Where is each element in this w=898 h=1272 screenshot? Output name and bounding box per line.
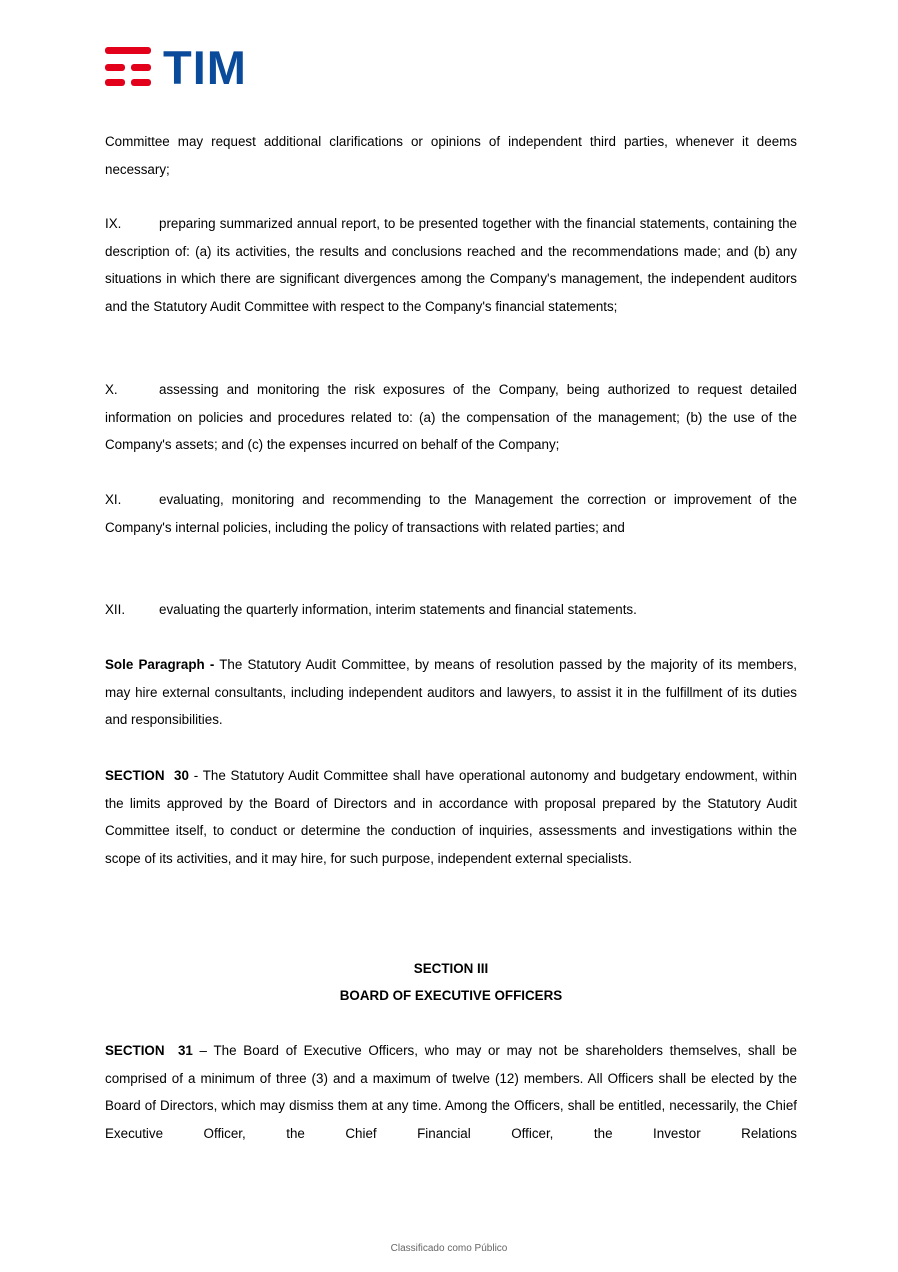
item-text: preparing summarized annual report, to be presented together with the financial statements, containing the description of: (a) its activities, the results and conclusions reached and the recommendations made; and (b) any situations in which there are significant divergences among the Company's management, the independent auditors and the Statutory Audit Committee with respect to the Company's financial statements; <box>105 216 797 314</box>
item-number: X. <box>105 382 118 397</box>
logo-bar <box>105 64 125 71</box>
section-30-text: - The Statutory Audit Committee shall have operational autonomy and budgetary endowment, within the limits approved by the Board of Directors and in accordance with proposal prepared by the Statutory Audit Committee itself, to conduct or determine the conduction of inquiries, assessments and investigations within the scope of its activities, and it may hire, for such purpose, independent external specialists. <box>105 768 797 866</box>
section-30 <box>105 762 797 872</box>
section-31-text: – The Board of Executive Officers, who may or may not be shareholders themselves, shall be comprised of a minimum of three (3) and a maximum of twelve (12) members. All Officers shall be elected by the Board of Directors, which may dismiss them at any time. Among the Officers, shall be entitled, necessarily, the Chief Executive Officer, the Chief Financial Officer, the Investor Relations <box>105 1043 797 1141</box>
item-text: evaluating the quarterly information, interim statements and financial statements. <box>159 602 637 617</box>
section-31 <box>105 1037 797 1147</box>
tim-logo <box>105 41 255 94</box>
paragraph-continuation: Committee may request additional clarifications or opinions of independent third parties, whenever it deems necessary; <box>105 134 797 177</box>
section-heading: SECTION III <box>413 961 489 976</box>
section-subheading: BOARD OF EXECUTIVE OFFICERS <box>339 988 563 1003</box>
sole-paragraph-label: Sole Paragraph - <box>105 657 215 672</box>
logo-bar <box>131 64 151 71</box>
list-item-x <box>105 376 797 459</box>
logo-bar <box>105 79 125 86</box>
section-31-label: SECTION 31 <box>105 1043 193 1058</box>
item-number: XII. <box>105 602 126 617</box>
classification-footer: Classificado como Público <box>390 1243 508 1254</box>
item-text: assessing and monitoring the risk exposures of the Company, being authorized to request detailed information on policies and procedures related to: (a) the compensation of the management; (b) the use of the Company's assets; and (c) the expenses incurred on behalf of the Company; <box>105 382 797 453</box>
logo-bar <box>131 79 151 86</box>
sole-paragraph <box>105 651 797 734</box>
logo-text: TIM <box>163 41 247 94</box>
list-item-xi <box>105 486 797 541</box>
item-text: evaluating, monitoring and recommending to the Management the correction or improvement of the Company's internal policies, including the policy of transactions with related parties; and <box>105 492 797 535</box>
list-item-ix <box>105 210 797 320</box>
sole-paragraph-text: The Statutory Audit Committee, by means of resolution passed by the majority of its members, may hire external consultants, including independent auditors and lawyers, to assist it in the fulfillment of its duties and responsibilities. <box>105 657 798 728</box>
list-item-xii <box>105 596 797 624</box>
logo-bar <box>105 47 151 54</box>
section-30-label: SECTION 30 <box>105 768 189 783</box>
item-number: XI. <box>105 492 122 507</box>
item-number: IX. <box>105 216 122 231</box>
